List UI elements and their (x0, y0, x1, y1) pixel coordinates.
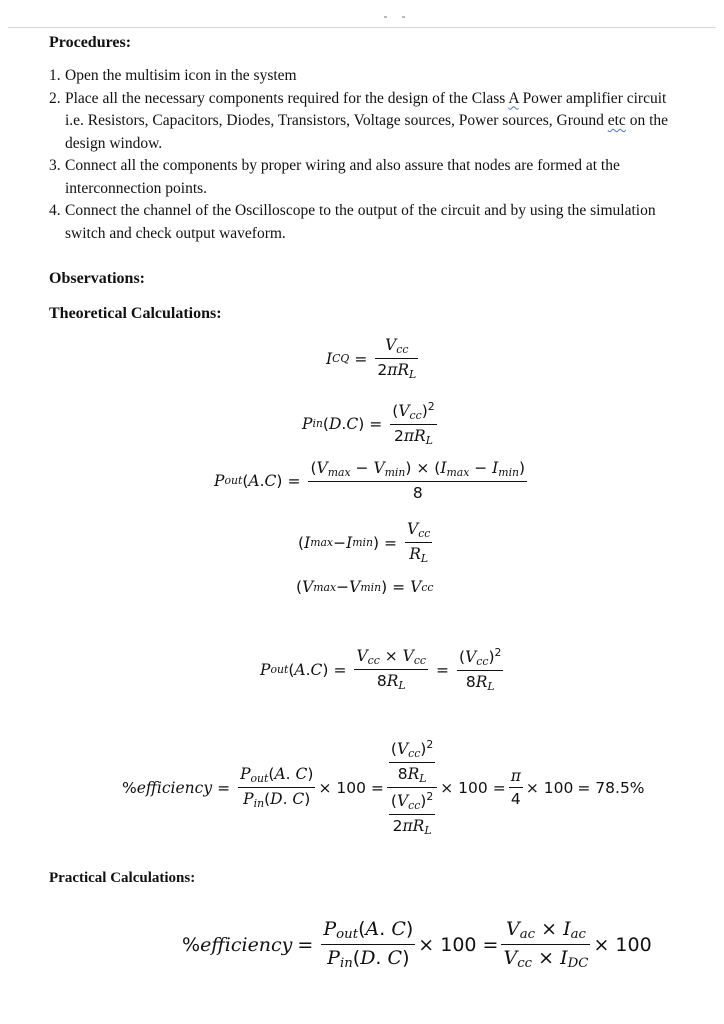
equation-voltage-swing: ( V max − V min ) = V cc (296, 578, 434, 596)
page-top-rule (8, 27, 716, 28)
procedure-step-4: 4. Connect the channel of the Oscilloscope to the output of the circuit and by using the simulation switch and check output waveform. (49, 202, 656, 242)
procedure-step-2: 2. Place all the necessary components required for the design of the Class A Power amplifier circuit i.e. Resistors, Capacitors, Diodes, Transistors, Voltage sources, Power sources, Ground etc on the design window. (49, 89, 669, 152)
equation-pin-dc: P in ( D . C ) = $\frac{(V_{cc})^2}{2\pi R_L}$ (302, 400, 435, 447)
theoretical-heading: Theoretical Calculations: (49, 305, 222, 322)
equation-pout-ac: P out ( A . C ) = $\frac{(V_{max} - V_{min}) \times (I_{max} - I_{min})}{8}$ (214, 459, 526, 502)
equation-efficiency-practical: % efficiency = $\frac{P_{out}(A. C)}{P_{in}(D. C)}$ × 100 = $\frac{V_{ac} \times I_{ac}}{V_{cc} \times I_{DC}}$ × 100 (182, 918, 652, 971)
equation-pout-ac-expanded: P out ( A . C ) = $\frac{V_{cc} \times V_{cc}}{8R_L}$ = $\frac{(V_{cc})^2}{8R_L}$ (260, 646, 502, 693)
efficiency-result: = 78.5% (577, 778, 645, 797)
spellcheck-mark: etc (607, 112, 626, 129)
procedures-heading: Procedures: (49, 34, 132, 51)
header-remnant (380, 14, 420, 20)
equation-current-swing: ( I max − I min ) = $\frac{V_{cc}}{R_L}$ (298, 520, 431, 565)
equation-efficiency-theoretical: % efficiency = $\frac{P_{out}(A. C)}{P_{in}(D. C)}$ × 100 = $\frac{\frac{(V_{cc})^2}{8R_L}}{\frac{(V_{cc})^2}{2\pi R_L}}$ × 100 = $\frac{\pi}{4}$ × 100 = 78.5% (122, 738, 645, 837)
procedure-list (49, 65, 674, 245)
practical-heading: Practical Calculations: (49, 870, 196, 886)
procedure-step-1: 1. Open the multisim icon in the system (49, 67, 297, 84)
procedure-step-3: 3. Connect all the components by proper wiring and also assure that nodes are formed at the interconnection points. (49, 157, 620, 197)
spellcheck-mark: A (508, 89, 519, 107)
observations-heading: Observations: (49, 270, 145, 287)
equation-icq: I CQ = $\frac{V_{cc}}{2\pi R_L}$ (326, 336, 417, 381)
